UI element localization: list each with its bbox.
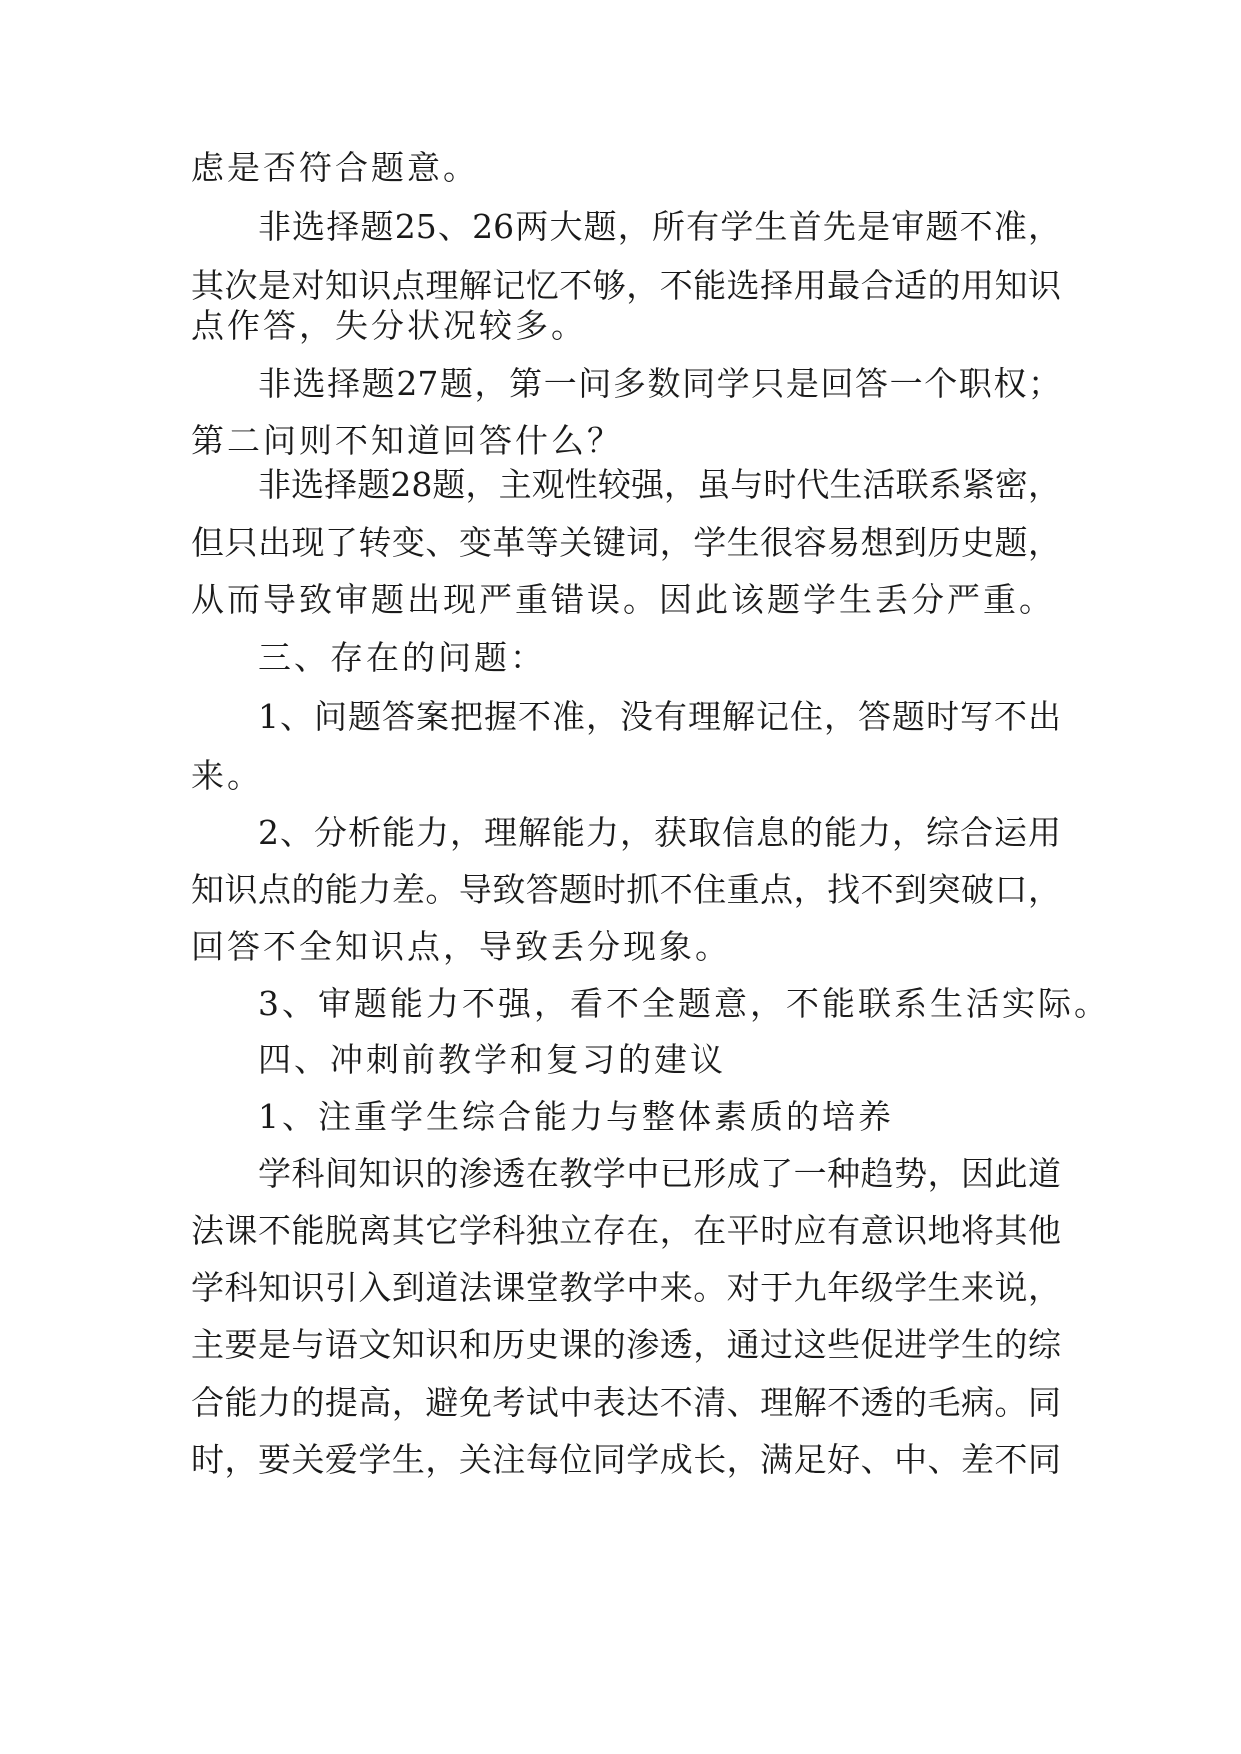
text-line: 时，要关爱学生，关注每位同学成长，满足好、中、差不同 <box>191 1440 1061 1479</box>
subsection-heading: 1、注重学生综合能力与整体素质的培养 <box>258 1097 894 1136</box>
section-heading: 三、存在的问题： <box>258 638 546 677</box>
text-line: 但只出现了转变、变革等关键词，学生很容易想到历史题， <box>191 523 1061 562</box>
text-line: 点作答，失分状况较多。 <box>191 306 587 345</box>
section-heading: 四、冲刺前教学和复习的建议 <box>258 1040 726 1079</box>
text-line: 非选择题27题，第一问多数同学只是回答一个职权； <box>258 364 1061 403</box>
text-line: 来。 <box>191 756 263 795</box>
text-line: 1、问题答案把握不准，没有理解记住，答题时写不出 <box>258 697 1061 736</box>
text-line: 从而导致审题出现严重错误。因此该题学生丢分严重。 <box>191 580 1055 619</box>
text-line: 知识点的能力差。导致答题时抓不住重点，找不到突破口， <box>191 870 1061 909</box>
text-line: 主要是与语文知识和历史课的渗透，通过这些促进学生的综 <box>191 1325 1061 1364</box>
text-line: 回答不全知识点，导致丢分现象。 <box>191 927 731 966</box>
text-line: 非选择题28题，主观性较强，虽与时代生活联系紧密， <box>258 465 1061 504</box>
text-line: 2、分析能力，理解能力，获取信息的能力，综合运用 <box>258 813 1061 852</box>
text-line: 虑是否符合题意。 <box>191 148 479 187</box>
text-line: 学科知识引入到道法课堂教学中来。对于九年级学生来说， <box>191 1268 1061 1307</box>
text-line: 法课不能脱离其它学科独立存在，在平时应有意识地将其他 <box>191 1211 1061 1250</box>
text-line: 第二问则不知道回答什么？ <box>191 421 623 460</box>
text-line: 3、审题能力不强，看不全题意，不能联系生活实际。 <box>258 984 1110 1023</box>
text-line: 合能力的提高，避免考试中表达不清、理解不透的毛病。同 <box>191 1383 1061 1422</box>
text-line: 非选择题25、26两大题，所有学生首先是审题不准， <box>258 207 1061 246</box>
text-line: 其次是对知识点理解记忆不够，不能选择用最合适的用知识 <box>191 266 1061 305</box>
text-line: 学科间知识的渗透在教学中已形成了一种趋势，因此道 <box>258 1154 1061 1193</box>
